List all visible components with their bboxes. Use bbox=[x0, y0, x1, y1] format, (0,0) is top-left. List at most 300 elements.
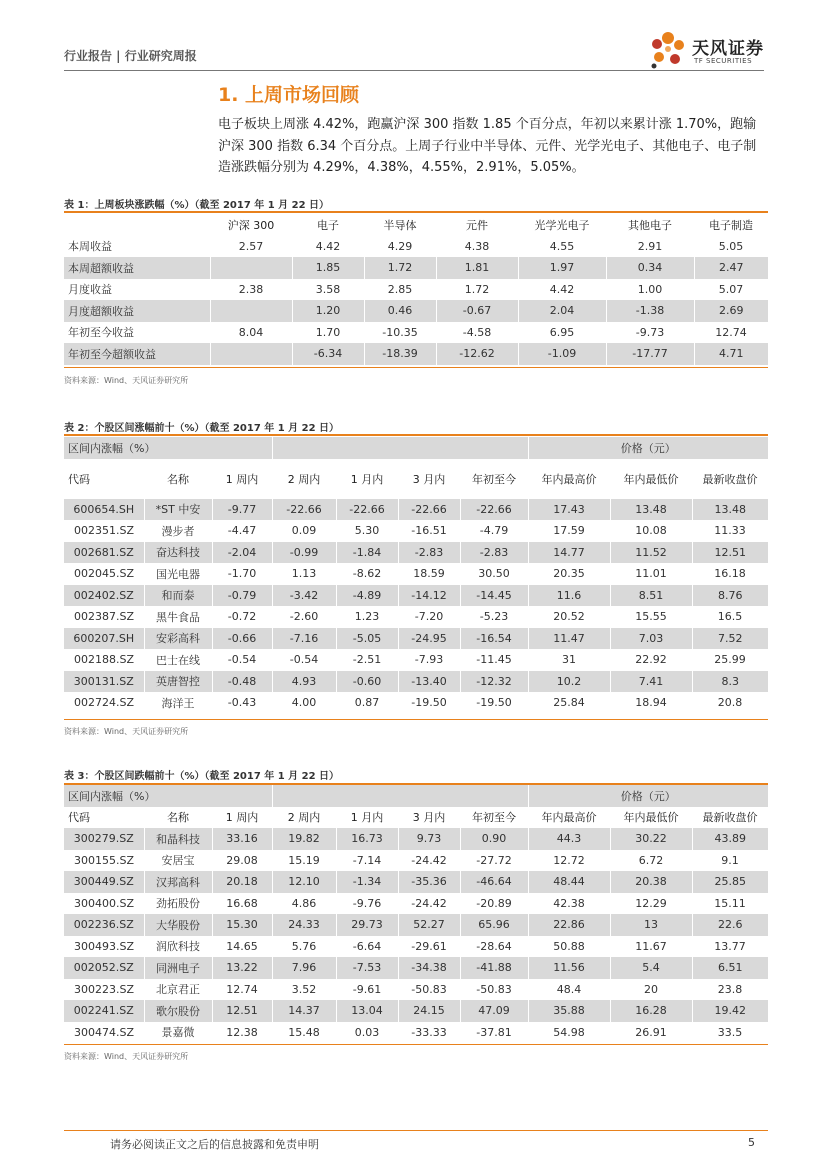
table-row bbox=[64, 606, 768, 628]
stock-code: 002188.SZ bbox=[73, 653, 134, 667]
table1-header-cell bbox=[64, 214, 210, 236]
table-cell: -3.42 bbox=[272, 585, 336, 607]
table-cell: 12.74 bbox=[226, 982, 258, 996]
column-header: 代码 bbox=[68, 811, 90, 825]
table-cell: 0.09 bbox=[291, 524, 317, 538]
table-cell: 2.04 bbox=[518, 300, 606, 322]
table-cell: 20.18 bbox=[212, 871, 272, 893]
table-cell: 13.48 bbox=[610, 499, 692, 521]
table-row bbox=[64, 520, 768, 542]
table-cell: -9.77 bbox=[212, 499, 272, 521]
table-cell: -1.09 bbox=[518, 343, 606, 365]
table-cell: -16.51 bbox=[411, 524, 447, 538]
table2 bbox=[64, 437, 768, 714]
table-cell: 44.3 bbox=[528, 828, 610, 850]
table-cell: 16.68 bbox=[226, 896, 258, 910]
table-cell: 11.6 bbox=[528, 585, 610, 607]
table-cell: -17.77 bbox=[606, 343, 694, 365]
table-cell: -0.66 bbox=[212, 628, 272, 650]
table-cell: -1.34 bbox=[336, 871, 398, 893]
table-cell: -18.39 bbox=[364, 343, 436, 365]
table-cell: 1.97 bbox=[518, 257, 606, 279]
table-cell: 13.04 bbox=[336, 1000, 398, 1022]
stock-code: 600207.SH bbox=[64, 628, 144, 650]
stock-code: 300449.SZ bbox=[64, 871, 144, 893]
table-cell: -7.20 bbox=[414, 610, 444, 624]
table-cell: -13.40 bbox=[398, 671, 460, 693]
table-cell: -9.73 bbox=[635, 325, 665, 339]
table2-bottom-rule bbox=[64, 719, 768, 720]
table-cell: -0.54 bbox=[227, 653, 257, 667]
table-cell: 29.08 bbox=[226, 853, 258, 867]
table-cell: -22.66 bbox=[398, 499, 460, 521]
table-cell: -7.93 bbox=[414, 653, 444, 667]
table-cell: -0.43 bbox=[227, 696, 257, 710]
table-cell: 5.05 bbox=[718, 239, 744, 253]
table-cell bbox=[210, 257, 292, 279]
table1 bbox=[64, 214, 768, 365]
table3 bbox=[64, 785, 768, 1043]
table-cell: 11.47 bbox=[528, 628, 610, 650]
table-cell: -12.32 bbox=[460, 671, 528, 693]
table-cell: 13.22 bbox=[212, 957, 272, 979]
table-cell: -0.79 bbox=[212, 585, 272, 607]
table-row bbox=[64, 692, 768, 714]
stock-name: 北京君正 bbox=[156, 983, 200, 997]
row-label: 本周超额收益 bbox=[64, 257, 210, 279]
table-cell: 18.59 bbox=[413, 567, 445, 581]
table-cell: -4.79 bbox=[479, 524, 509, 538]
table-cell: 5.07 bbox=[718, 282, 744, 296]
table-cell: 13.77 bbox=[714, 939, 746, 953]
table-cell: -50.83 bbox=[411, 982, 447, 996]
table-cell: -2.60 bbox=[289, 610, 319, 624]
table-cell: 7.52 bbox=[692, 628, 768, 650]
table1-header-cell: 电子制造 bbox=[709, 218, 753, 232]
stock-code: 600654.SH bbox=[64, 499, 144, 521]
stock-code: 002045.SZ bbox=[73, 567, 134, 581]
table-cell: -24.95 bbox=[398, 628, 460, 650]
table-row bbox=[64, 542, 768, 564]
table-cell: -10.35 bbox=[382, 325, 418, 339]
table3-caption: 表 3：个股区间跌幅前十（%）（截至 2017 年 1 月 22 日） bbox=[64, 771, 340, 782]
table-cell: 30.22 bbox=[610, 828, 692, 850]
table1-header-row bbox=[64, 214, 768, 236]
table2-header-row bbox=[64, 459, 768, 499]
table-cell: 16.18 bbox=[714, 567, 746, 581]
table-cell: -0.54 bbox=[289, 653, 319, 667]
table-cell: 12.72 bbox=[553, 853, 585, 867]
table-cell: -12.62 bbox=[436, 343, 518, 365]
table-cell: 20.35 bbox=[553, 567, 585, 581]
table-cell: -9.61 bbox=[352, 982, 382, 996]
table-cell: 5.4 bbox=[610, 957, 692, 979]
table-cell: 8.51 bbox=[610, 585, 692, 607]
stock-name: 大华股份 bbox=[144, 914, 212, 936]
stock-name: 景嘉微 bbox=[161, 1026, 195, 1040]
table-cell: 2.57 bbox=[238, 239, 264, 253]
table3-bottom-rule bbox=[64, 1044, 768, 1045]
table-cell: -24.42 bbox=[411, 896, 447, 910]
table-row bbox=[64, 936, 768, 958]
stock-name: 安彩高科 bbox=[144, 628, 212, 650]
group-header-price: 价格（元） bbox=[528, 785, 768, 807]
table-cell: 43.89 bbox=[692, 828, 768, 850]
table-row bbox=[64, 1022, 768, 1044]
table1-header-cell: 元件 bbox=[466, 218, 488, 232]
table-cell: 65.96 bbox=[460, 914, 528, 936]
stock-code: 002681.SZ bbox=[64, 542, 144, 564]
table-cell: 11.67 bbox=[635, 939, 667, 953]
table-cell: 0.87 bbox=[354, 696, 380, 710]
stock-name: 和而泰 bbox=[144, 585, 212, 607]
table-cell: 8.3 bbox=[692, 671, 768, 693]
column-header: 3 月内 bbox=[412, 472, 446, 486]
column-header: 1 周内 bbox=[225, 811, 259, 825]
stock-name: *ST 中安 bbox=[144, 499, 212, 521]
table-cell: 54.98 bbox=[553, 1025, 585, 1039]
stock-code: 300279.SZ bbox=[64, 828, 144, 850]
column-header: 名称 bbox=[167, 472, 189, 486]
table-cell bbox=[210, 343, 292, 365]
table-cell: -22.66 bbox=[272, 499, 336, 521]
table-cell: 17.59 bbox=[553, 524, 585, 538]
table-cell: -14.45 bbox=[460, 585, 528, 607]
column-header: 2 周内 bbox=[287, 472, 321, 486]
table-row bbox=[64, 236, 768, 258]
table-cell: 16.73 bbox=[336, 828, 398, 850]
table-cell: 20.38 bbox=[610, 871, 692, 893]
table-cell: 8.76 bbox=[692, 585, 768, 607]
stock-name: 和晶科技 bbox=[144, 828, 212, 850]
table-cell: 20 bbox=[644, 982, 658, 996]
table-cell: 4.71 bbox=[694, 343, 768, 365]
table-cell: 16.28 bbox=[610, 1000, 692, 1022]
table3-group-header-row bbox=[64, 785, 768, 807]
table-cell: 4.55 bbox=[549, 239, 575, 253]
stock-name: 奋达科技 bbox=[144, 542, 212, 564]
table-cell: 4.93 bbox=[272, 671, 336, 693]
table-row bbox=[64, 322, 768, 344]
group-header-spacer bbox=[272, 437, 528, 459]
table-cell: -7.16 bbox=[272, 628, 336, 650]
stock-name: 润欣科技 bbox=[156, 940, 200, 954]
table-cell: 13.48 bbox=[692, 499, 768, 521]
section-title: 1. 上周市场回顾 bbox=[218, 84, 360, 106]
table-cell: 1.85 bbox=[292, 257, 364, 279]
table-row bbox=[64, 828, 768, 850]
table-cell: -2.83 bbox=[460, 542, 528, 564]
table-cell: 48.44 bbox=[528, 871, 610, 893]
table-cell: -4.47 bbox=[227, 524, 257, 538]
column-header: 最新收盘价 bbox=[702, 811, 758, 825]
row-label: 本周收益 bbox=[68, 240, 112, 254]
table-cell: 2.91 bbox=[637, 239, 663, 253]
table-cell: -2.51 bbox=[352, 653, 382, 667]
table-cell: -0.60 bbox=[336, 671, 398, 693]
table-cell: -35.36 bbox=[398, 871, 460, 893]
stock-name: 安居宝 bbox=[161, 854, 195, 868]
table-row bbox=[64, 671, 768, 693]
table-cell: 9.73 bbox=[398, 828, 460, 850]
table-cell: 15.11 bbox=[714, 896, 746, 910]
table-row bbox=[64, 343, 768, 365]
column-header: 3 月内 bbox=[412, 811, 446, 825]
table-cell: 18.94 bbox=[635, 696, 667, 710]
table-cell: 0.46 bbox=[364, 300, 436, 322]
column-header: 年初至今 bbox=[472, 472, 516, 486]
column-header: 代码 bbox=[68, 472, 90, 486]
table1-header-cell: 半导体 bbox=[383, 218, 417, 232]
table-cell: 1.23 bbox=[354, 610, 380, 624]
stock-name: 海洋王 bbox=[161, 696, 195, 710]
row-label: 年初至今超额收益 bbox=[64, 343, 210, 365]
group-header-price: 价格（元） bbox=[528, 437, 768, 459]
table-cell: -22.66 bbox=[460, 499, 528, 521]
table-cell: -6.34 bbox=[292, 343, 364, 365]
table-cell: -22.66 bbox=[336, 499, 398, 521]
table-cell: 15.55 bbox=[635, 610, 667, 624]
table-cell: -0.99 bbox=[272, 542, 336, 564]
table-cell: 12.51 bbox=[212, 1000, 272, 1022]
table-cell: -0.48 bbox=[212, 671, 272, 693]
table-cell: 12.10 bbox=[272, 871, 336, 893]
stock-name: 漫步者 bbox=[161, 524, 195, 538]
table-cell: -41.88 bbox=[460, 957, 528, 979]
table-row bbox=[64, 563, 768, 585]
table-cell: 50.88 bbox=[553, 939, 585, 953]
table-cell: 22.92 bbox=[635, 653, 667, 667]
table-cell: 0.03 bbox=[354, 1025, 380, 1039]
table-cell: 1.72 bbox=[464, 282, 490, 296]
table-cell: 0.90 bbox=[460, 828, 528, 850]
table3-source: 资料来源：Wind、天风证券研究所 bbox=[64, 1052, 189, 1061]
table-cell: 20.52 bbox=[553, 610, 585, 624]
stock-code: 002236.SZ bbox=[64, 914, 144, 936]
table-cell: 25.84 bbox=[553, 696, 585, 710]
table-row bbox=[64, 957, 768, 979]
table-cell: 4.86 bbox=[291, 896, 317, 910]
stock-code: 002402.SZ bbox=[64, 585, 144, 607]
column-header: 1 月内 bbox=[350, 472, 384, 486]
table-cell: -34.38 bbox=[398, 957, 460, 979]
table-cell: -2.04 bbox=[212, 542, 272, 564]
table-cell: 6.72 bbox=[638, 853, 664, 867]
table-row bbox=[64, 585, 768, 607]
column-header: 最新收盘价 bbox=[702, 472, 758, 486]
table-cell: 3.52 bbox=[291, 982, 317, 996]
table-cell: 12.74 bbox=[715, 325, 747, 339]
table-cell: 5.76 bbox=[291, 939, 317, 953]
table-cell: 15.30 bbox=[212, 914, 272, 936]
row-label: 月度超额收益 bbox=[64, 300, 210, 322]
table-cell: 14.77 bbox=[528, 542, 610, 564]
stock-name: 歌尔股份 bbox=[144, 1000, 212, 1022]
table-cell: 7.41 bbox=[610, 671, 692, 693]
table-row bbox=[64, 871, 768, 893]
table-cell: -16.54 bbox=[460, 628, 528, 650]
table-cell: 7.96 bbox=[272, 957, 336, 979]
table-cell: -4.89 bbox=[336, 585, 398, 607]
row-label: 年初至今收益 bbox=[68, 326, 134, 340]
table-row bbox=[64, 1000, 768, 1022]
table-cell: 52.27 bbox=[398, 914, 460, 936]
table-cell: 2.47 bbox=[694, 257, 768, 279]
table-cell: 2.69 bbox=[694, 300, 768, 322]
table-cell: 6.51 bbox=[692, 957, 768, 979]
table1-caption: 表 1：上周板块涨跌幅（%）（截至 2017 年 1 月 22 日） bbox=[64, 200, 330, 211]
table-cell: -20.89 bbox=[476, 896, 512, 910]
table-cell: 16.5 bbox=[717, 610, 743, 624]
table-cell: 11.33 bbox=[714, 524, 746, 538]
table-cell: -2.83 bbox=[398, 542, 460, 564]
table-cell: 22.86 bbox=[528, 914, 610, 936]
table-row bbox=[64, 300, 768, 322]
table-cell: 13 bbox=[610, 914, 692, 936]
stock-code: 002387.SZ bbox=[73, 610, 134, 624]
table-cell: 4.00 bbox=[291, 696, 317, 710]
table-cell: 7.03 bbox=[610, 628, 692, 650]
table-cell: 35.88 bbox=[528, 1000, 610, 1022]
stock-code: 300223.SZ bbox=[73, 982, 134, 996]
table-cell: 1.20 bbox=[292, 300, 364, 322]
table-cell: 33.5 bbox=[717, 1025, 743, 1039]
table1-header-cell: 光学光电子 bbox=[534, 218, 590, 232]
table-cell: -1.38 bbox=[606, 300, 694, 322]
group-header-spacer bbox=[272, 785, 528, 807]
table-cell: 1.00 bbox=[637, 282, 663, 296]
table-cell: 47.09 bbox=[460, 1000, 528, 1022]
table-cell: 1.72 bbox=[364, 257, 436, 279]
table-cell: -19.50 bbox=[476, 696, 512, 710]
table-cell: 15.48 bbox=[288, 1025, 320, 1039]
table1-top-rule bbox=[64, 211, 768, 213]
table-cell: 11.01 bbox=[635, 567, 667, 581]
table-cell: 15.19 bbox=[288, 853, 320, 867]
table-cell: 12.51 bbox=[692, 542, 768, 564]
table-cell: -5.05 bbox=[336, 628, 398, 650]
footer-divider bbox=[64, 1130, 768, 1131]
table-cell: 5.30 bbox=[354, 524, 380, 538]
stock-name: 国光电器 bbox=[156, 567, 200, 581]
table-cell: -6.64 bbox=[352, 939, 382, 953]
table-cell: -7.14 bbox=[352, 853, 382, 867]
table3-header-row bbox=[64, 807, 768, 829]
stock-code: 300400.SZ bbox=[73, 896, 134, 910]
logo-en-text: TF SECURITIES bbox=[694, 57, 753, 65]
stock-name: 劲拓股份 bbox=[156, 897, 200, 911]
company-logo bbox=[648, 30, 768, 72]
section-paragraph: 电子板块上周涨 4.42%，跑赢沪深 300 指数 1.85 个百分点，年初以来累计涨 1.70%，跑输沪深 300 指数 6.34 个百分点。上周子行业中半导体、元件、光学光电子、其他电子、电子制造涨跌幅分别为 4.29%，4.38%，4.55%，2.91%，5.05%。 bbox=[218, 117, 757, 175]
table-cell: 2.38 bbox=[238, 282, 264, 296]
table-cell: 12.29 bbox=[635, 896, 667, 910]
table-cell: -1.84 bbox=[336, 542, 398, 564]
table-cell: -37.81 bbox=[476, 1025, 512, 1039]
table-cell: 4.38 bbox=[464, 239, 490, 253]
table-row bbox=[64, 499, 768, 521]
stock-code: 300155.SZ bbox=[73, 853, 134, 867]
table-cell: -46.64 bbox=[460, 871, 528, 893]
column-header: 1 周内 bbox=[225, 472, 259, 486]
table-cell: 19.42 bbox=[692, 1000, 768, 1022]
table-cell: 4.29 bbox=[387, 239, 413, 253]
table-row bbox=[64, 257, 768, 279]
stock-code: 300131.SZ bbox=[64, 671, 144, 693]
table1-bottom-rule bbox=[64, 367, 768, 368]
table-cell: 10.2 bbox=[528, 671, 610, 693]
table-cell: 31 bbox=[562, 653, 576, 667]
table-row bbox=[64, 628, 768, 650]
table-cell: 24.33 bbox=[272, 914, 336, 936]
column-header: 年内最高价 bbox=[541, 472, 597, 486]
column-header: 名称 bbox=[167, 811, 189, 825]
table-cell: 29.73 bbox=[336, 914, 398, 936]
table-cell: -8.62 bbox=[352, 567, 382, 581]
stock-name: 英唐智控 bbox=[144, 671, 212, 693]
table-cell: 4.42 bbox=[549, 282, 575, 296]
table-cell: 24.15 bbox=[398, 1000, 460, 1022]
table-cell: 30.50 bbox=[478, 567, 510, 581]
table-cell: 0.34 bbox=[606, 257, 694, 279]
table-cell: 17.43 bbox=[528, 499, 610, 521]
table-cell: -1.70 bbox=[227, 567, 257, 581]
table-cell: -14.12 bbox=[398, 585, 460, 607]
table-row bbox=[64, 893, 768, 915]
table-cell: -0.72 bbox=[227, 610, 257, 624]
table-cell: 25.85 bbox=[692, 871, 768, 893]
table-row bbox=[64, 979, 768, 1001]
stock-code: 300493.SZ bbox=[73, 939, 134, 953]
table-cell: 22.6 bbox=[692, 914, 768, 936]
column-header: 1 月内 bbox=[350, 811, 384, 825]
table-cell: 4.42 bbox=[315, 239, 341, 253]
table-cell: -33.33 bbox=[411, 1025, 447, 1039]
footer-disclaimer: 请务必阅读正文之后的信息披露和免责申明 bbox=[110, 1138, 319, 1151]
table2-group-header-row bbox=[64, 437, 768, 459]
stock-name: 黑牛食品 bbox=[156, 610, 200, 624]
stock-code: 300474.SZ bbox=[73, 1025, 134, 1039]
column-header: 年内最低价 bbox=[623, 472, 679, 486]
logo-cn-text: 天风证券 bbox=[692, 39, 764, 59]
stock-code: 002052.SZ bbox=[64, 957, 144, 979]
table2-source: 资料来源：Wind、天风证券研究所 bbox=[64, 727, 189, 736]
table-cell: -9.76 bbox=[352, 896, 382, 910]
table-cell: 25.99 bbox=[714, 653, 746, 667]
table1-header-cell: 沪深 300 bbox=[227, 218, 275, 232]
table-cell: 48.4 bbox=[556, 982, 582, 996]
table-cell: 8.04 bbox=[238, 325, 264, 339]
page-number: 5 bbox=[748, 1136, 755, 1149]
group-header-change: 区间内涨幅（%） bbox=[64, 437, 272, 459]
table1-header-cell: 电子 bbox=[317, 218, 339, 232]
table-cell: 23.8 bbox=[717, 982, 743, 996]
column-header: 年内最低价 bbox=[623, 811, 679, 825]
table-cell: -27.72 bbox=[476, 853, 512, 867]
table-cell: 9.1 bbox=[721, 853, 739, 867]
table-cell: -19.50 bbox=[411, 696, 447, 710]
stock-name: 巴士在线 bbox=[156, 653, 200, 667]
stock-name: 汉邦高科 bbox=[144, 871, 212, 893]
table2-caption: 表 2：个股区间涨幅前十（%）（截至 2017 年 1 月 22 日） bbox=[64, 423, 340, 434]
table-cell: 6.95 bbox=[549, 325, 575, 339]
table-cell bbox=[210, 300, 292, 322]
table-cell: -29.61 bbox=[411, 939, 447, 953]
table-row bbox=[64, 914, 768, 936]
row-label: 月度收益 bbox=[68, 283, 112, 297]
table2-top-rule bbox=[64, 434, 768, 436]
table-cell: 42.38 bbox=[553, 896, 585, 910]
table1-header-cell: 其他电子 bbox=[628, 218, 672, 232]
